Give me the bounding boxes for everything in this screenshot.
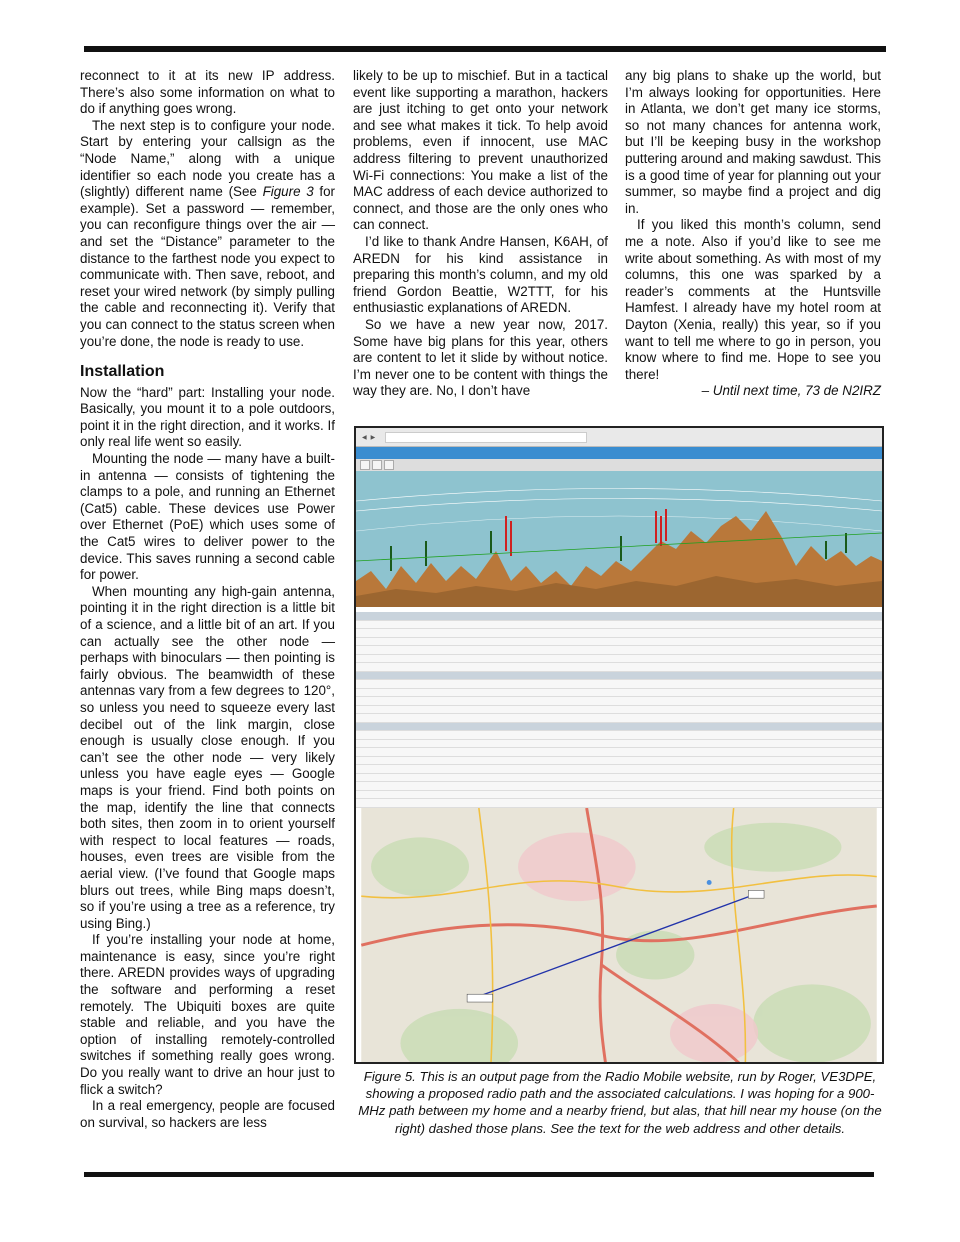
paragraph: So we have a new year now, 2017. Some have big plans for this year, others are content to let it slide by without notice. I’m never one to be content with things the way they are. No, I don’t have <box>353 316 608 399</box>
tab <box>384 460 394 470</box>
paragraph: Now the “hard” part: Installing your node. Basically, you mount it to a pole outdoors, point it in the right direction, and it works. If only real life went so easily. <box>80 384 335 450</box>
back-icon: ◀ <box>362 434 367 441</box>
paragraph: Mounting the node — many have a built-in antenna — consists of tightening the clamps to a pole, and running an Ethernet (Cat5) cable. These devices use Power over Ethernet (PoE) which uses some of the Cat5 wires to deliver power to the device. This saves running a second cable for power. <box>80 451 335 583</box>
column-1 <box>80 68 335 1131</box>
app-header <box>356 447 882 459</box>
paragraph: In a real emergency, people are focused on survival, so hackers are less <box>80 1098 335 1130</box>
paragraph: I’d like to thank Andre Hansen, K6AH, of AREDN for his kind assistance in preparing this month’s column, and my old friend Gordon Beattie, W2TTT, for his enthusiastic explanations of AREDN. <box>353 233 608 316</box>
paragraph: If you liked this month’s column, send me a note. Also if you’d like to see me write about something. As with most of my columns, this one was sparked by a reader’s comments at the Huntsville Hamfest. I already have my hotel room at Dayton (Xenia, really) this year, so if you want to tell me where to go in person, you know where to find me. Hope to see you there! <box>625 217 881 382</box>
paragraph: The next step is to configure your node. Start by entering your callsign as the “Node Name,” along with a unique identifier so each node you create has a (slightly) different name (See Figure 3 for example). Set a password — remember, you can reconfigure things over the air — and set the “Distance” parameter to the distance to the farthest node you expect to communicate with. Then save, reboot, and reset your wired network (by simply pulling the cable and reconnecting it). Verify that you can connect to the status screen when you’re done, the node is ready to use. <box>80 117 335 349</box>
calculation-table <box>356 612 882 808</box>
signature: – Until next time, 73 de N2IRZ <box>701 383 881 399</box>
paragraph: When mounting any high-gain antenna, pointing it in the right direction is a little bit of a science, and a little bit of an art. If you can actually see the other node — perhaps with binoculars — then pointing is fairly obvious. The beamwidth of these antennas vary from a few degrees to 120°, so unless you need to squeeze every last decibel out of the link margin, close enough is usually close enough. If you can’t see the other node — very likely unless you have eagle eyes — Google maps is your friend. Find both points on the map, identify the line that connects both sites, then zoom in to orient yourself with respect to local features — roads, houses, even trees are visible from the aerial view. (I’ve found that Google maps blurs out trees, while Bing maps doesn’t, so if you’re using a tree as a reference, try using Bing.) <box>80 583 335 931</box>
column-2 <box>353 68 608 400</box>
path-map-image <box>356 808 882 1065</box>
address-bar <box>385 432 587 443</box>
figure-screenshot <box>354 426 884 1064</box>
paragraph: any big plans to shake up the world, but I’m always looking for opportunities. Here in Atlanta, we don’t get many ice storms, so not many chances for antenna work, but I’ll be keeping busy in the workshop puttering around and making sawdust. This is a good time of year for planning out your summer, so maybe find a project and dig in. <box>625 68 881 216</box>
terrain-profile-image <box>356 471 882 607</box>
paragraph: likely to be up to mischief. But in a tactical event like supporting a marathon, hackers are just itching to get onto your network and see what makes it tick. To help avoid problems, even if innocent, use MAC address filtering to prevent unauthorized Wi-Fi connections: You make a list of the MAC address of each device authorized to connect, and those are the only ones who can connect. <box>353 68 608 233</box>
paragraph: reconnect to it at its new IP address. There’s also some information on what to do if anything goes wrong. <box>80 68 335 117</box>
browser-toolbar <box>356 428 882 447</box>
tab <box>372 460 382 470</box>
section-heading: Installation <box>80 363 165 381</box>
tab-bar <box>356 459 882 471</box>
bottom-rule <box>84 1172 874 1177</box>
figure-caption: Figure 5. This is an output page from the Radio Mobile website, run by Roger, VE3DPE, showing a proposed radio path and the associated calculations. I was hoping for a 900-MHz path between my home and a nearby friend, but alas, that hill near my house (on the right) dashed those plans. See the text for the web address and other details. <box>358 1069 882 1136</box>
top-rule <box>84 46 886 52</box>
forward-icon: ▶ <box>370 434 376 441</box>
column-3 <box>625 68 881 400</box>
paragraph: If you’re installing your node at home, maintenance is easy, since you’re right there. AREDN provides ways of upgrading the software and performing a reset remotely. The Ubiquiti boxes are quite stable and reliable, and you have the option of installing remotely-controlled switches if something really goes wrong. Do you really want to drive an hour just to flick a switch? <box>80 932 335 1097</box>
tab <box>360 460 370 470</box>
